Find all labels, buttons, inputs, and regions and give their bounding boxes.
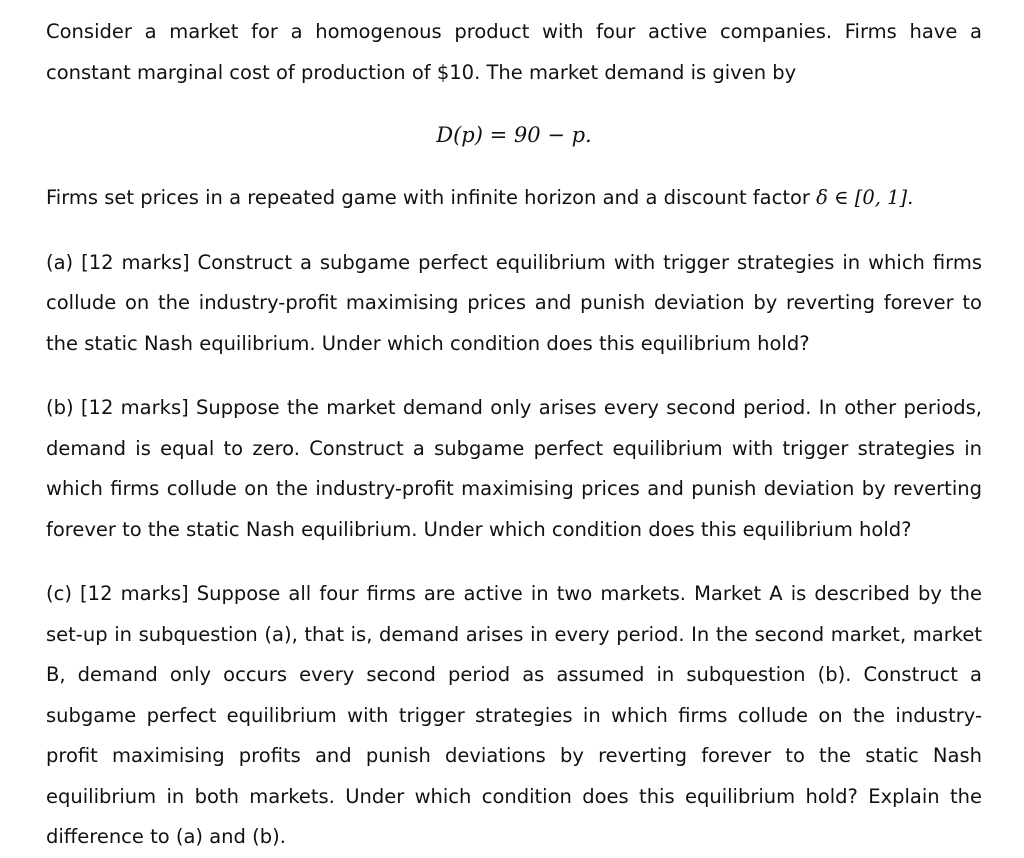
equation-equals: = [489, 123, 508, 147]
intro-paragraph [46, 12, 982, 93]
question-page [46, 12, 982, 858]
part-b-paragraph [46, 388, 982, 550]
part-b-text: (b) [12 marks] Suppose the market demand only arises every second period. In other periods, demand is equal to zero. Construct a subgame perfect equilibrium with trigger strategies in which firms collude on the industry-profit maximising prices and punish deviation by reverting forever to the static Nash equilibrium. Under which condition does this equilibrium hold? [46, 396, 982, 541]
part-c-paragraph [46, 574, 982, 858]
equation-lhs: D(p) [436, 123, 483, 147]
setup-paragraph [46, 178, 982, 219]
demand-equation [46, 115, 982, 155]
part-a-paragraph [46, 243, 982, 365]
part-a-text: (a) [12 marks] Construct a subgame perfect equilibrium with trigger strategies in which firms collude on the industry-profit maximising prices and punish deviation by reverting forever to the static Nash equilibrium. Under which condition does this equilibrium hold? [46, 250, 982, 355]
setup-text: Firms set prices in a repeated game with infinite horizon and a discount factor [46, 186, 817, 209]
discount-factor-math: δ ∈ [0, 1]. [816, 186, 914, 209]
part-c-text: (c) [12 marks] Suppose all four firms are active in two markets. Market A is described by the set-up in subquestion (a), that is, demand arises in every period. In the second market, market B, demand only occurs every second period as assumed in subquestion (b). Construct a subgame perfect equilibrium with trigger strategies in which firms collude on the industry-profit maximising profits and punish deviations by reverting forever to the static Nash equilibrium in both markets. Under which condition does this equilibrium hold? Explain the difference to (a) and (b). [46, 582, 982, 848]
equation-rhs: 90 − p. [513, 123, 592, 147]
intro-text: Consider a market for a homogenous product with four active companies. Firms have a constant marginal cost of production of $10. The market demand is given by [46, 20, 982, 84]
